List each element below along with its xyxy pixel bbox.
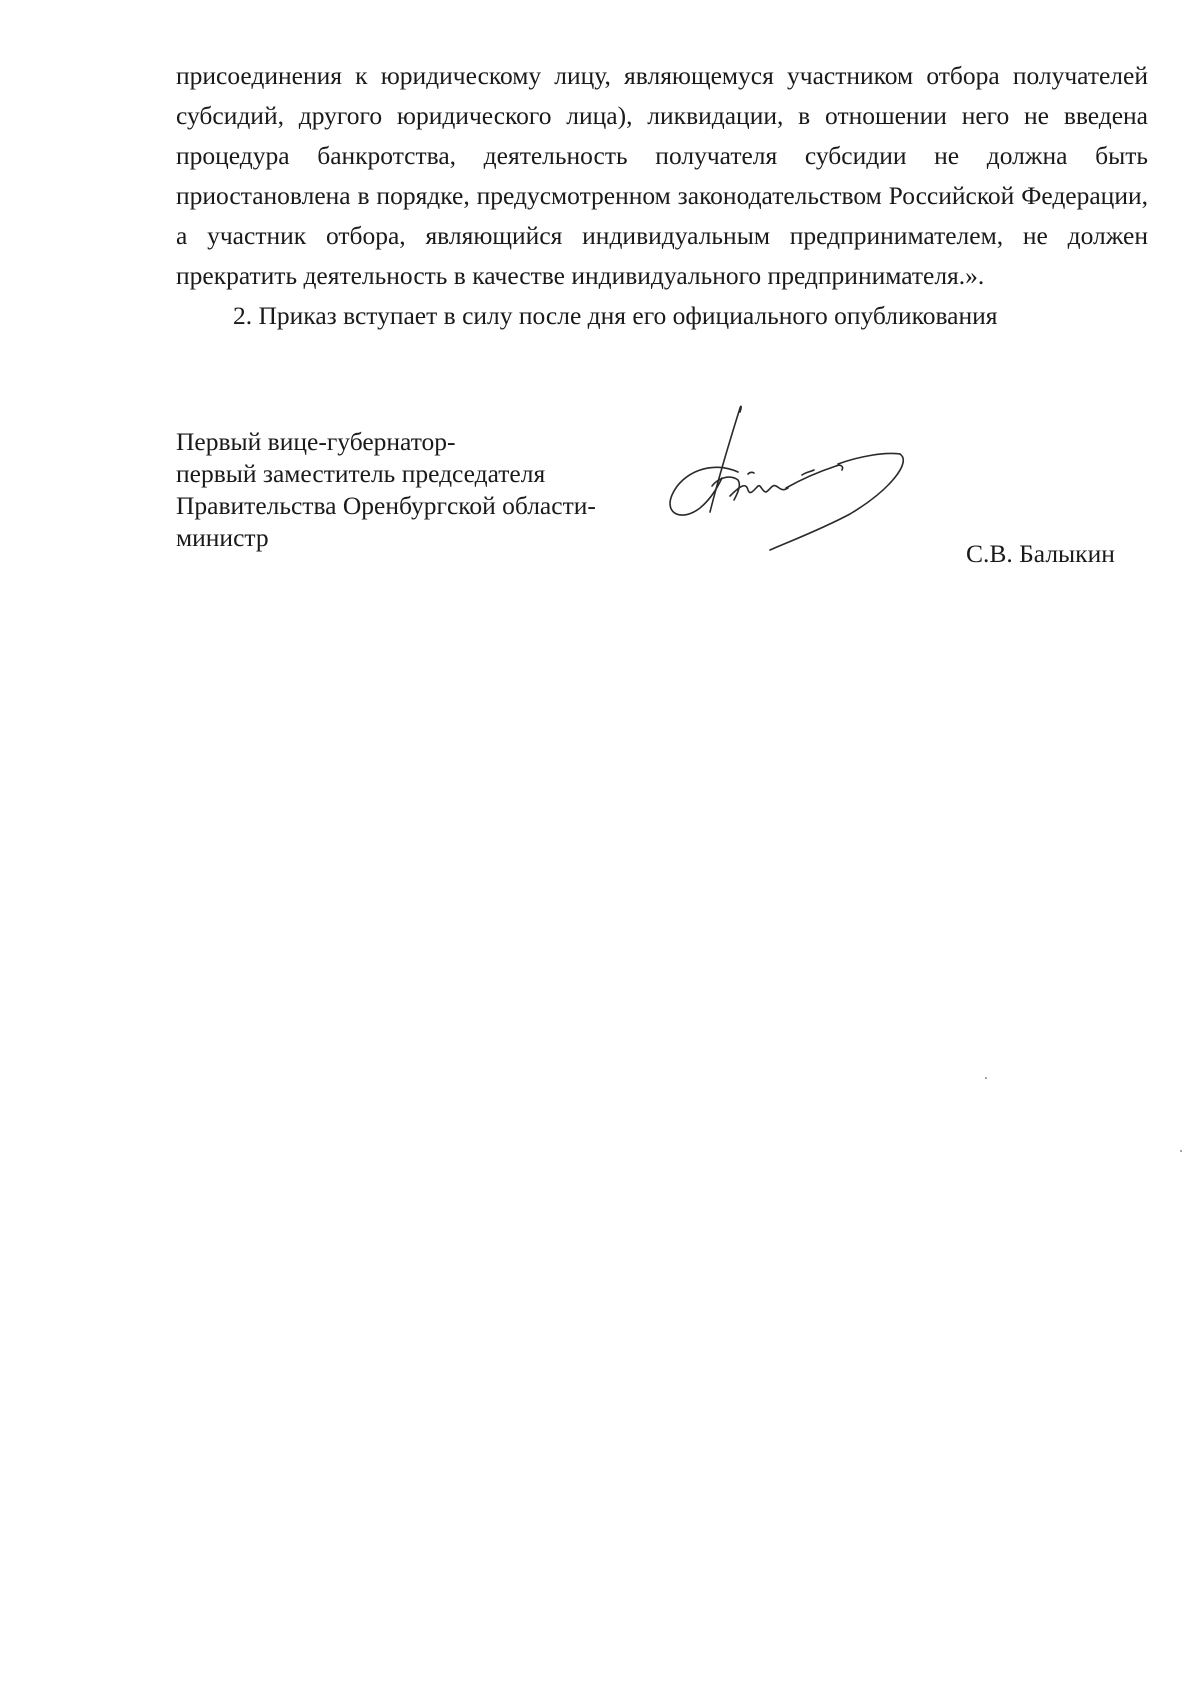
- paragraph-2: 2. Приказ вступает в силу после дня его официального опубликования: [233, 301, 998, 330]
- signatory-name: С.В. Балыкин: [966, 539, 1115, 568]
- signatory-title-line: министр: [176, 523, 269, 552]
- signatory-title: [176, 426, 596, 554]
- signatory-title-line: первый заместитель председателя: [176, 459, 546, 488]
- signatory-title-line: Первый вице-губернатор-: [176, 427, 456, 456]
- scan-speck: [985, 1077, 987, 1079]
- paragraph-continuation: присоединения к юридическому лицу, являющемуся участником отбора получателей субсидий, другого юридического лица), ликвидации, в отношении него не введена процедура банкротства, деятельность получателя субсидии не должна быть приостановлена в порядке, предусмотренном законодательством Российской Федерации, а участник отбора, являющийся индивидуальным предпринимателем, не должен прекратить деятельность в качестве индивидуального предпринимателя.».: [176, 61, 1148, 290]
- signatory-title-line: Правительства Оренбургской области-: [176, 491, 596, 520]
- handwritten-signature: [660, 400, 960, 580]
- document-body: [176, 56, 1148, 336]
- scan-speck: [1180, 1150, 1182, 1152]
